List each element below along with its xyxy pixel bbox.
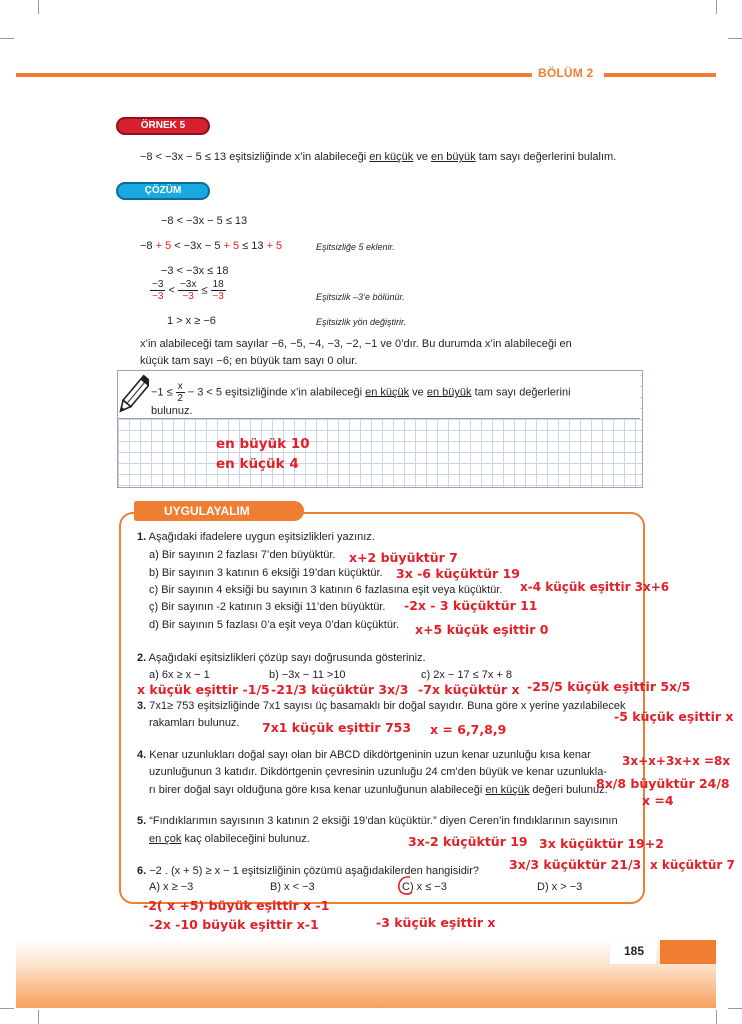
handwritten-note: x-4 küçük eşittir 3x+6 — [520, 580, 670, 594]
handwritten-note: 3x+x+3x+x =8x — [622, 754, 731, 768]
fraction: $\frac{18}{-3}$ — [212, 279, 224, 302]
example-badge: ÖRNEK 5 — [116, 117, 210, 135]
fraction: $\frac{x}{2}$ — [177, 381, 183, 404]
handwritten-note: 3x küçüktür 19+2 — [539, 836, 664, 851]
q6-prompt: 6. −2 . (x + 5) ≥ x − 1 eşitsizliğinin çözümü aşağıdakilerden hangisidir? — [137, 865, 480, 877]
page-number: 185 — [624, 944, 645, 958]
handwritten-note: x küçük eşittir -1/5 — [137, 682, 270, 697]
solution-step-3: −3 < −3x ≤ 18 — [161, 265, 229, 277]
uygulayalim-title: UYGULAYALIM — [134, 501, 304, 521]
q5-prompt: 5. “Fındıklarımın sayısının 3 katının 2 eksiği 19’dan küçüktür.” diyen Ceren’in fındıklarının sayısının — [137, 815, 618, 827]
q6-option-c[interactable]: C) x ≤ −3 — [402, 881, 447, 893]
solution-step-2: −8 + 5 < −3x − 5 + 5 ≤ 13 + 5 — [140, 240, 283, 252]
header-rule — [16, 73, 532, 77]
handwritten-note: -2x - 3 küçüktür 11 — [404, 598, 538, 613]
pencil-icon — [119, 372, 149, 418]
solution-conclusion-2: küçük tam sayı −6; en büyük tam sayı 0 olur. — [140, 355, 358, 367]
q1-prompt: 1. Aşağıdaki ifadelere uygun eşitsizlikleri yazınız. — [137, 531, 375, 543]
handwritten-note: 3x-2 küçüktür 19 — [408, 834, 528, 849]
handwritten-note: -2x -10 büyük eşittir x-1 — [149, 917, 319, 932]
q2-a: a) 6x ≥ x − 1 — [149, 669, 210, 681]
handwritten-note: 8x/8 büyüktür 24/8 — [596, 776, 730, 791]
handwritten-note: x =4 — [642, 793, 674, 808]
q4-prompt-line2: uzunluğunun 3 katıdır. Dikdörtgenin çevresinin uzunluğu 24 cm’den büyük ve kenar uzunlukla- — [149, 766, 608, 778]
handwritten-note: x+5 küçük eşittir 0 — [415, 622, 549, 637]
handwritten-note: x+2 büyüktür 7 — [349, 550, 458, 565]
handwritten-note: -25/5 küçük eşittir 5x/5 — [527, 679, 691, 694]
q1-c: c) Bir sayının 4 eksiği bu sayının 3 katının 6 fazlasına eşit veya küçüktür. — [149, 584, 503, 596]
crop-mark — [0, 38, 14, 39]
handwritten-note: x küçüktür 7 — [650, 858, 735, 872]
handwritten-note: -7x küçüktür x — [418, 682, 520, 697]
solution-step-1: −8 < −3x − 5 ≤ 13 — [161, 215, 248, 227]
handwritten-note: en küçük 4 — [216, 456, 299, 472]
q2-prompt: 2. Aşağıdaki eşitsizlikleri çözüp sayı doğrusunda gösteriniz. — [137, 652, 426, 664]
q4-prompt: 4. Kenar uzunlukları doğal sayı olan bir ABCD dikdörtgeninin uzun kenar uzunluğu kısa kenar — [137, 749, 591, 761]
handwritten-note: -3 küçük eşittir x — [376, 915, 496, 930]
crop-mark — [728, 1008, 742, 1009]
solution-note-4: Eşitsizlik –3’e bölünür. — [316, 292, 405, 302]
crop-mark — [716, 1010, 717, 1024]
q1-cc: ç) Bir sayının -2 katının 3 eksiği 11’den büyüktür. — [149, 601, 386, 613]
q4-prompt-line3: rı birer doğal sayı olduğuna göre kısa kenar uzunluğunun alabileceği en küçük değeri bulunuz. — [149, 784, 608, 796]
q6-option-d[interactable]: D) x > −3 — [537, 881, 583, 893]
solution-step-5: 1 > x ≥ −6 — [167, 315, 216, 327]
handwritten-note: x = 6,7,8,9 — [430, 722, 507, 737]
q6-option-a[interactable]: A) x ≥ −3 — [149, 881, 194, 893]
q1-a: a) Bir sayının 2 fazlası 7’den büyüktür. — [149, 549, 336, 561]
crop-mark — [0, 1008, 14, 1009]
answer-circle-mark — [396, 874, 420, 898]
chapter-title: BÖLÜM 2 — [538, 66, 594, 80]
q1-d: d) Bir sayının 5 fazlası 0’a eşit veya 0’dan küçüktür. — [149, 619, 400, 631]
q2-c: c) 2x − 17 ≤ 7x + 8 — [421, 669, 513, 681]
page-number-tab — [660, 940, 716, 964]
q2-b: b) −3x − 11 >10 — [269, 669, 346, 681]
crop-mark — [716, 0, 717, 14]
q3-prompt: 3. 7x1≥ 753 eşitsizliğinde 7x1 sayısı üç basamaklı bir doğal sayıdır. Buna göre x yerine yazılabilecek — [137, 700, 626, 712]
fraction: $\frac{-3x}{-3}$ — [179, 279, 197, 302]
solution-note-2: Eşitsizliğe 5 eklenir. — [316, 242, 395, 252]
handwritten-note: -5 küçük eşittir x — [614, 709, 734, 724]
q5-prompt-line2: en çok kaç olabileceğini bulunuz. — [149, 833, 310, 845]
handwritten-note: -2( x +5) büyük eşittir x -1 — [143, 898, 330, 913]
crop-mark — [728, 38, 742, 39]
handwritten-note: 7x1 küçük eşittir 753 — [262, 720, 412, 735]
example-problem: −8 < −3x − 5 ≤ 13 eşitsizliğinde x’in alabileceği en küçük ve en büyük tam sayı değerlerini bulalım. — [140, 151, 617, 163]
fraction: $\frac{-3}{-3}$ — [152, 279, 164, 302]
solution-badge: ÇÖZÜM — [116, 182, 210, 200]
q3-prompt-line2: rakamları bulunuz. — [149, 717, 240, 729]
solution-note-5: Eşitsizlik yön değiştirir. — [316, 317, 407, 327]
practice-problem: −1 ≤ $\frac{x}{2}$ − 3 < 5 eşitsizliğinde x’in alabileceği en küçük ve en büyük tam sayı değerlerini — [151, 381, 571, 404]
q1-b: b) Bir sayının 3 katının 6 eksiği 19’dan küçüktür. — [149, 567, 383, 579]
handwritten-note: -21/3 küçüktür 3x/3 — [271, 682, 409, 697]
solution-step-4: $\frac{-3}{-3}$ < $\frac{-3x}{-3}$ ≤ $\frac{18}{-3}$ — [152, 279, 224, 302]
crop-mark — [38, 0, 39, 14]
handwritten-note: 3x/3 küçüktür 21/3 — [509, 857, 642, 872]
handwritten-note: 3x -6 küçüktür 19 — [396, 566, 520, 581]
practice-problem-line2: bulunuz. — [151, 405, 193, 417]
solution-conclusion-1: x’in alabileceği tam sayılar −6, −5, −4, −3, −2, −1 ve 0’dır. Bu durumda x’in alabileceği en — [140, 338, 572, 350]
crop-mark — [38, 1010, 39, 1024]
q6-option-b[interactable]: B) x < −3 — [270, 881, 315, 893]
header-rule-right — [604, 73, 716, 77]
handwritten-note: en büyük 10 — [216, 436, 310, 452]
